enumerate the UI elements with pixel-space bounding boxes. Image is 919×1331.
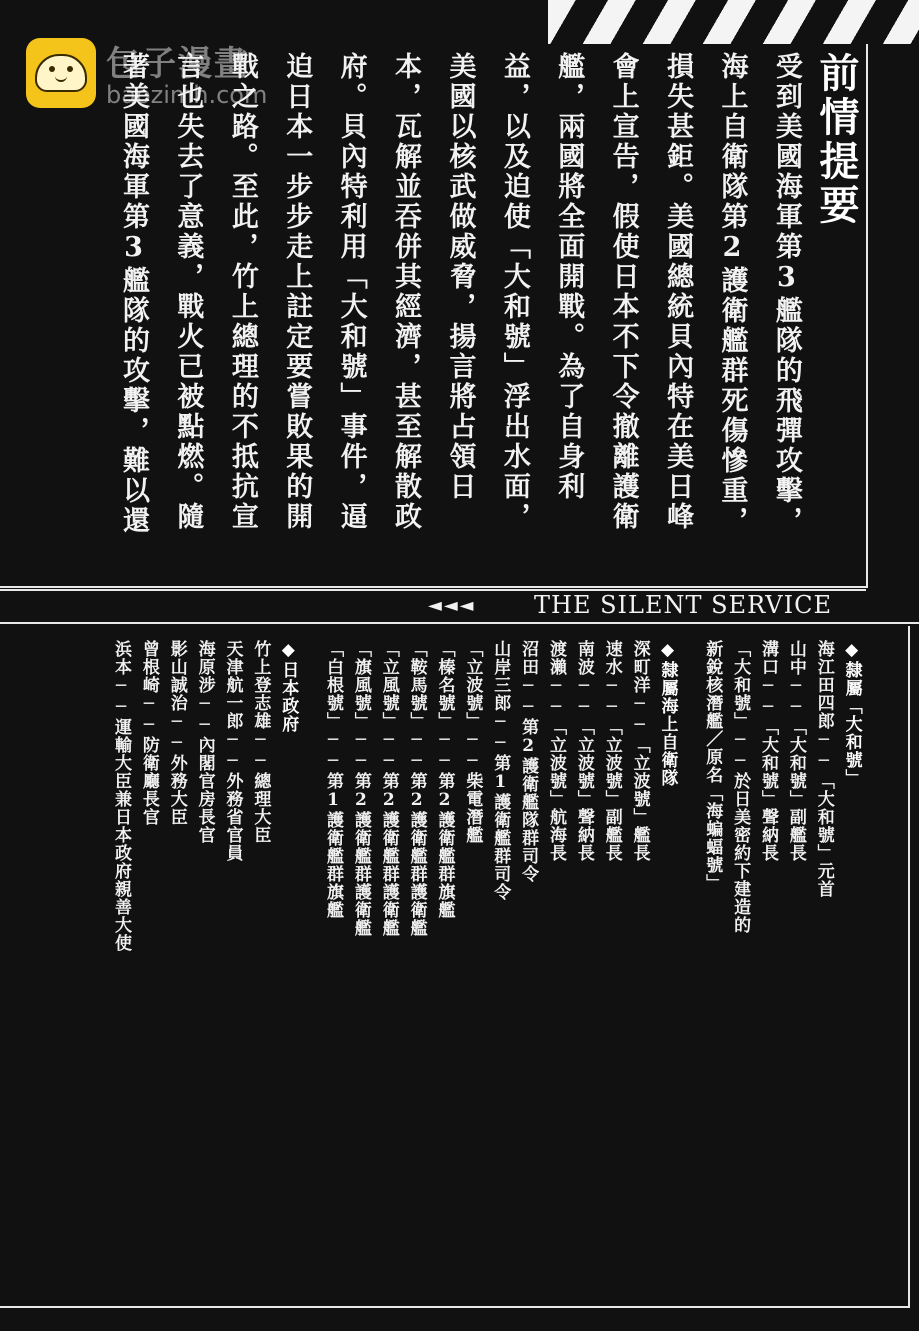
watermark-url: baozimh.com: [106, 81, 268, 109]
character-entry: 深町洋──「立波號」艦長: [629, 640, 650, 862]
watermark-name: 包子漫畫: [106, 44, 250, 84]
character-entry: 「鞍馬號」──第2護衛艦群護衛艦: [406, 640, 427, 937]
story-column: 本，瓦解並吞併其經濟，甚至解散政: [390, 52, 422, 532]
story-column: 戰之路。至此，竹上總理的不抵抗宣: [226, 52, 258, 532]
character-entry: 「旗風號」──第2護衛艦群護衛艦: [350, 640, 371, 937]
series-title: THE SILENT SERVICE: [534, 591, 832, 619]
character-entry: 浜本──運輸大臣兼日本政府親善大使: [111, 640, 131, 952]
story-column: 損失甚鉅。美國總統貝內特在美日峰: [662, 52, 694, 532]
divider: [0, 622, 919, 624]
character-entry: 「白根號」──第1護衛艦群旗艦: [323, 640, 343, 919]
character-entry: 山岸三郎──第1護衛艦群司令: [490, 640, 511, 901]
story-column: 迫日本一步步走上註定要嘗敗果的開: [281, 52, 313, 532]
column-gap: [307, 640, 313, 1020]
story-column: 會上宣告，假使日本不下令撤離護衛: [607, 52, 639, 532]
character-entry: 南波──「立波號」聲納長: [573, 640, 594, 862]
character-entry: 渡瀨──「立波號」航海長: [546, 640, 566, 862]
story-column: 著美國海軍第3艦隊的攻擊，難以還: [118, 52, 149, 536]
character-entry: 速水──「立波號」副艦長: [601, 640, 622, 862]
character-entry: 溝口──「大和號」聲納長: [758, 640, 778, 862]
character-entry: 影山誠治──外務大臣: [166, 640, 187, 826]
diagonal-stripes: [548, 0, 919, 44]
story-column: 府。貝內特利用「大和號」事件，逼: [335, 52, 367, 532]
story-column: 艦，兩國將全面開戰。為了自身利: [553, 52, 585, 502]
character-list: [112, 640, 860, 1020]
story-summary: [120, 52, 800, 582]
series-banner: [0, 591, 919, 621]
arrow-icons: ◄◄◄: [428, 595, 476, 616]
character-entry: 「立風號」──第2護衛艦群護衛艦: [378, 640, 399, 937]
section-heading: ◆隸屬「大和號」: [841, 640, 862, 787]
section-heading: ◆隸屬海上自衛隊: [657, 640, 678, 787]
story-column: 言也失去了意義，戰火已被點燃。隨: [172, 52, 204, 532]
character-entry: 「榛名號」──第2護衛艦群旗艦: [434, 640, 455, 919]
story-column: 海上自衛隊第2護衛艦群死傷慘重，: [716, 52, 748, 536]
character-entry: 「立波號」──柴電潛艦: [462, 640, 483, 844]
character-entry: 海江田四郎──「大和號」元首: [813, 640, 834, 898]
character-entry: 山中──「大和號」副艦長: [785, 640, 806, 862]
story-column: 受到美國海軍第3艦隊的飛彈攻擊，: [770, 52, 802, 536]
character-entry: 竹上登志雄──總理大臣: [250, 640, 271, 844]
character-entry: 天津航一郎──外務省官員: [222, 640, 243, 862]
column-gap: [686, 640, 692, 1020]
page-title: 前情提要: [813, 52, 860, 228]
character-entry: 沼田──第2護衛艦隊群司令: [518, 640, 539, 883]
story-column: 益，以及迫使「大和號」浮出水面，: [498, 52, 530, 532]
character-entry: 「大和號」──於日美密約下建造的: [730, 640, 751, 934]
character-entry: 曾根崎──防衛廳長官: [138, 640, 159, 826]
section-heading: ◆日本政府: [278, 640, 299, 733]
character-entry: 海原涉──內閣官房長官: [194, 640, 215, 844]
story-column: 美國以核武做威脅，揚言將占領日: [444, 52, 476, 502]
bun-mascot-icon: [26, 38, 96, 108]
character-entry: 新銳核潛艦／原名「海蝙蝠號」: [702, 640, 723, 892]
